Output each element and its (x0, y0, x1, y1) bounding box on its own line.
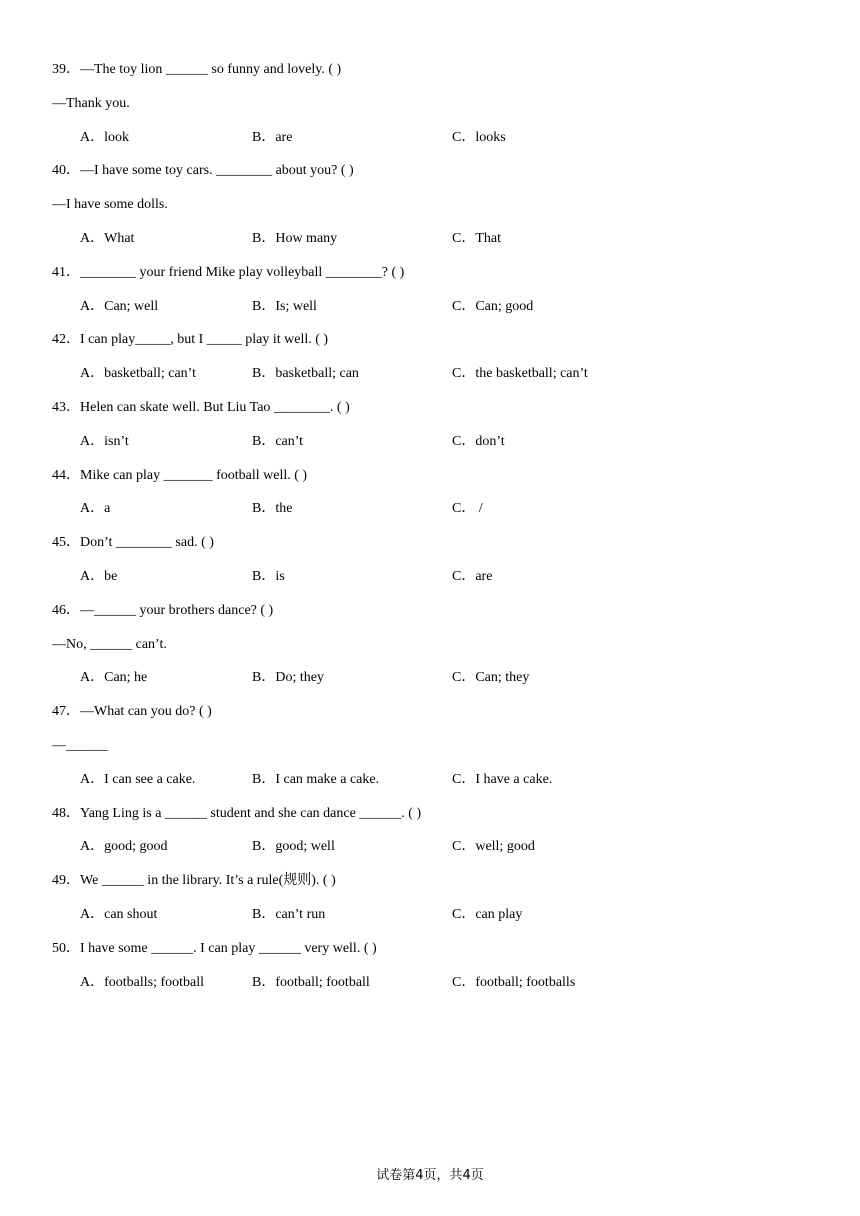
page-footer: 试卷第4页，共4页 (376, 1168, 484, 1183)
answer-option: B．is (252, 569, 285, 584)
question-stem: 47．—What can you do? ( ) (52, 704, 212, 720)
question-stem: 40．—I have some toy cars. ________ about you? ( ) (52, 163, 354, 179)
answer-option: B．can’t run (252, 907, 326, 922)
question-stem: 39．—The toy lion ______ so funny and lovely. ( ) (52, 62, 342, 77)
answer-option: A．basketball; can’t (80, 366, 196, 382)
answer-option: A．isn’t (80, 433, 129, 449)
answer-option: B．Is; well (252, 298, 317, 314)
question-line: —Thank you. (52, 95, 130, 111)
answer-option: A．footballs; football (80, 974, 205, 990)
answer-option: B．football; football (252, 974, 370, 990)
answer-option: B．can’t (252, 433, 304, 449)
answer-option: C．football; footballs (452, 974, 576, 990)
answer-option: B．basketball; can (252, 366, 359, 382)
answer-option: C．can play (452, 907, 523, 922)
answer-option: C．don’t (452, 433, 505, 449)
question-stem: 50．I have some ______. I can play ______ very well. ( ) (52, 940, 377, 956)
answer-option: A．I can see a cake. (80, 771, 196, 787)
answer-option: B．are (252, 129, 293, 145)
answer-option: C．well; good (452, 839, 535, 855)
answer-option: A．look (80, 129, 129, 145)
answer-option: A．can shout (80, 907, 158, 922)
answer-option: C．are (452, 569, 493, 584)
answer-option: C．looks (452, 129, 506, 145)
answer-option: C．Can; they (452, 670, 530, 686)
question-line: —I have some dolls. (52, 197, 168, 213)
answer-option: B．good; well (252, 839, 335, 855)
answer-option: C．I have a cake. (452, 771, 553, 787)
question-stem: 48．Yang Ling is a ______ student and she can dance ______. ( ) (52, 805, 422, 821)
answer-option: C． / (452, 501, 483, 517)
question-stem: 44．Mike can play _______ football well. ( ) (52, 467, 308, 483)
answer-option: B．I can make a cake. (252, 771, 380, 787)
answer-option: A．be (80, 569, 118, 584)
answer-option: C．the basketball; can’t (452, 366, 588, 382)
answer-option: A．good; good (80, 839, 168, 855)
answer-option: A．What (80, 231, 135, 246)
question-stem: 42．I can play_____, but I _____ play it well. ( ) (52, 332, 329, 348)
question-stem: 43．Helen can skate well. But Liu Tao ________. ( ) (52, 400, 350, 415)
question-stem: 49．We ______ in the library. It’s a rule(规则). ( ) (52, 873, 336, 889)
question-stem: 46．—______ your brothers dance? ( ) (52, 602, 274, 618)
answer-option: C．Can; good (452, 298, 534, 314)
answer-option: A．a (80, 501, 111, 517)
answer-option: A．Can; well (80, 298, 159, 314)
question-stem: 41．________ your friend Mike play volleyball ________? ( ) (52, 264, 405, 280)
question-line: —______ (52, 738, 108, 753)
answer-option: B．How many (252, 231, 338, 246)
answer-option: A．Can; he (80, 670, 148, 686)
question-line: —No, ______ can’t. (52, 636, 167, 652)
question-stem: 45．Don’t ________ sad. ( ) (52, 535, 214, 551)
answer-option: B．the (252, 501, 293, 517)
answer-option: C．That (452, 231, 501, 246)
answer-option: B．Do; they (252, 670, 324, 686)
